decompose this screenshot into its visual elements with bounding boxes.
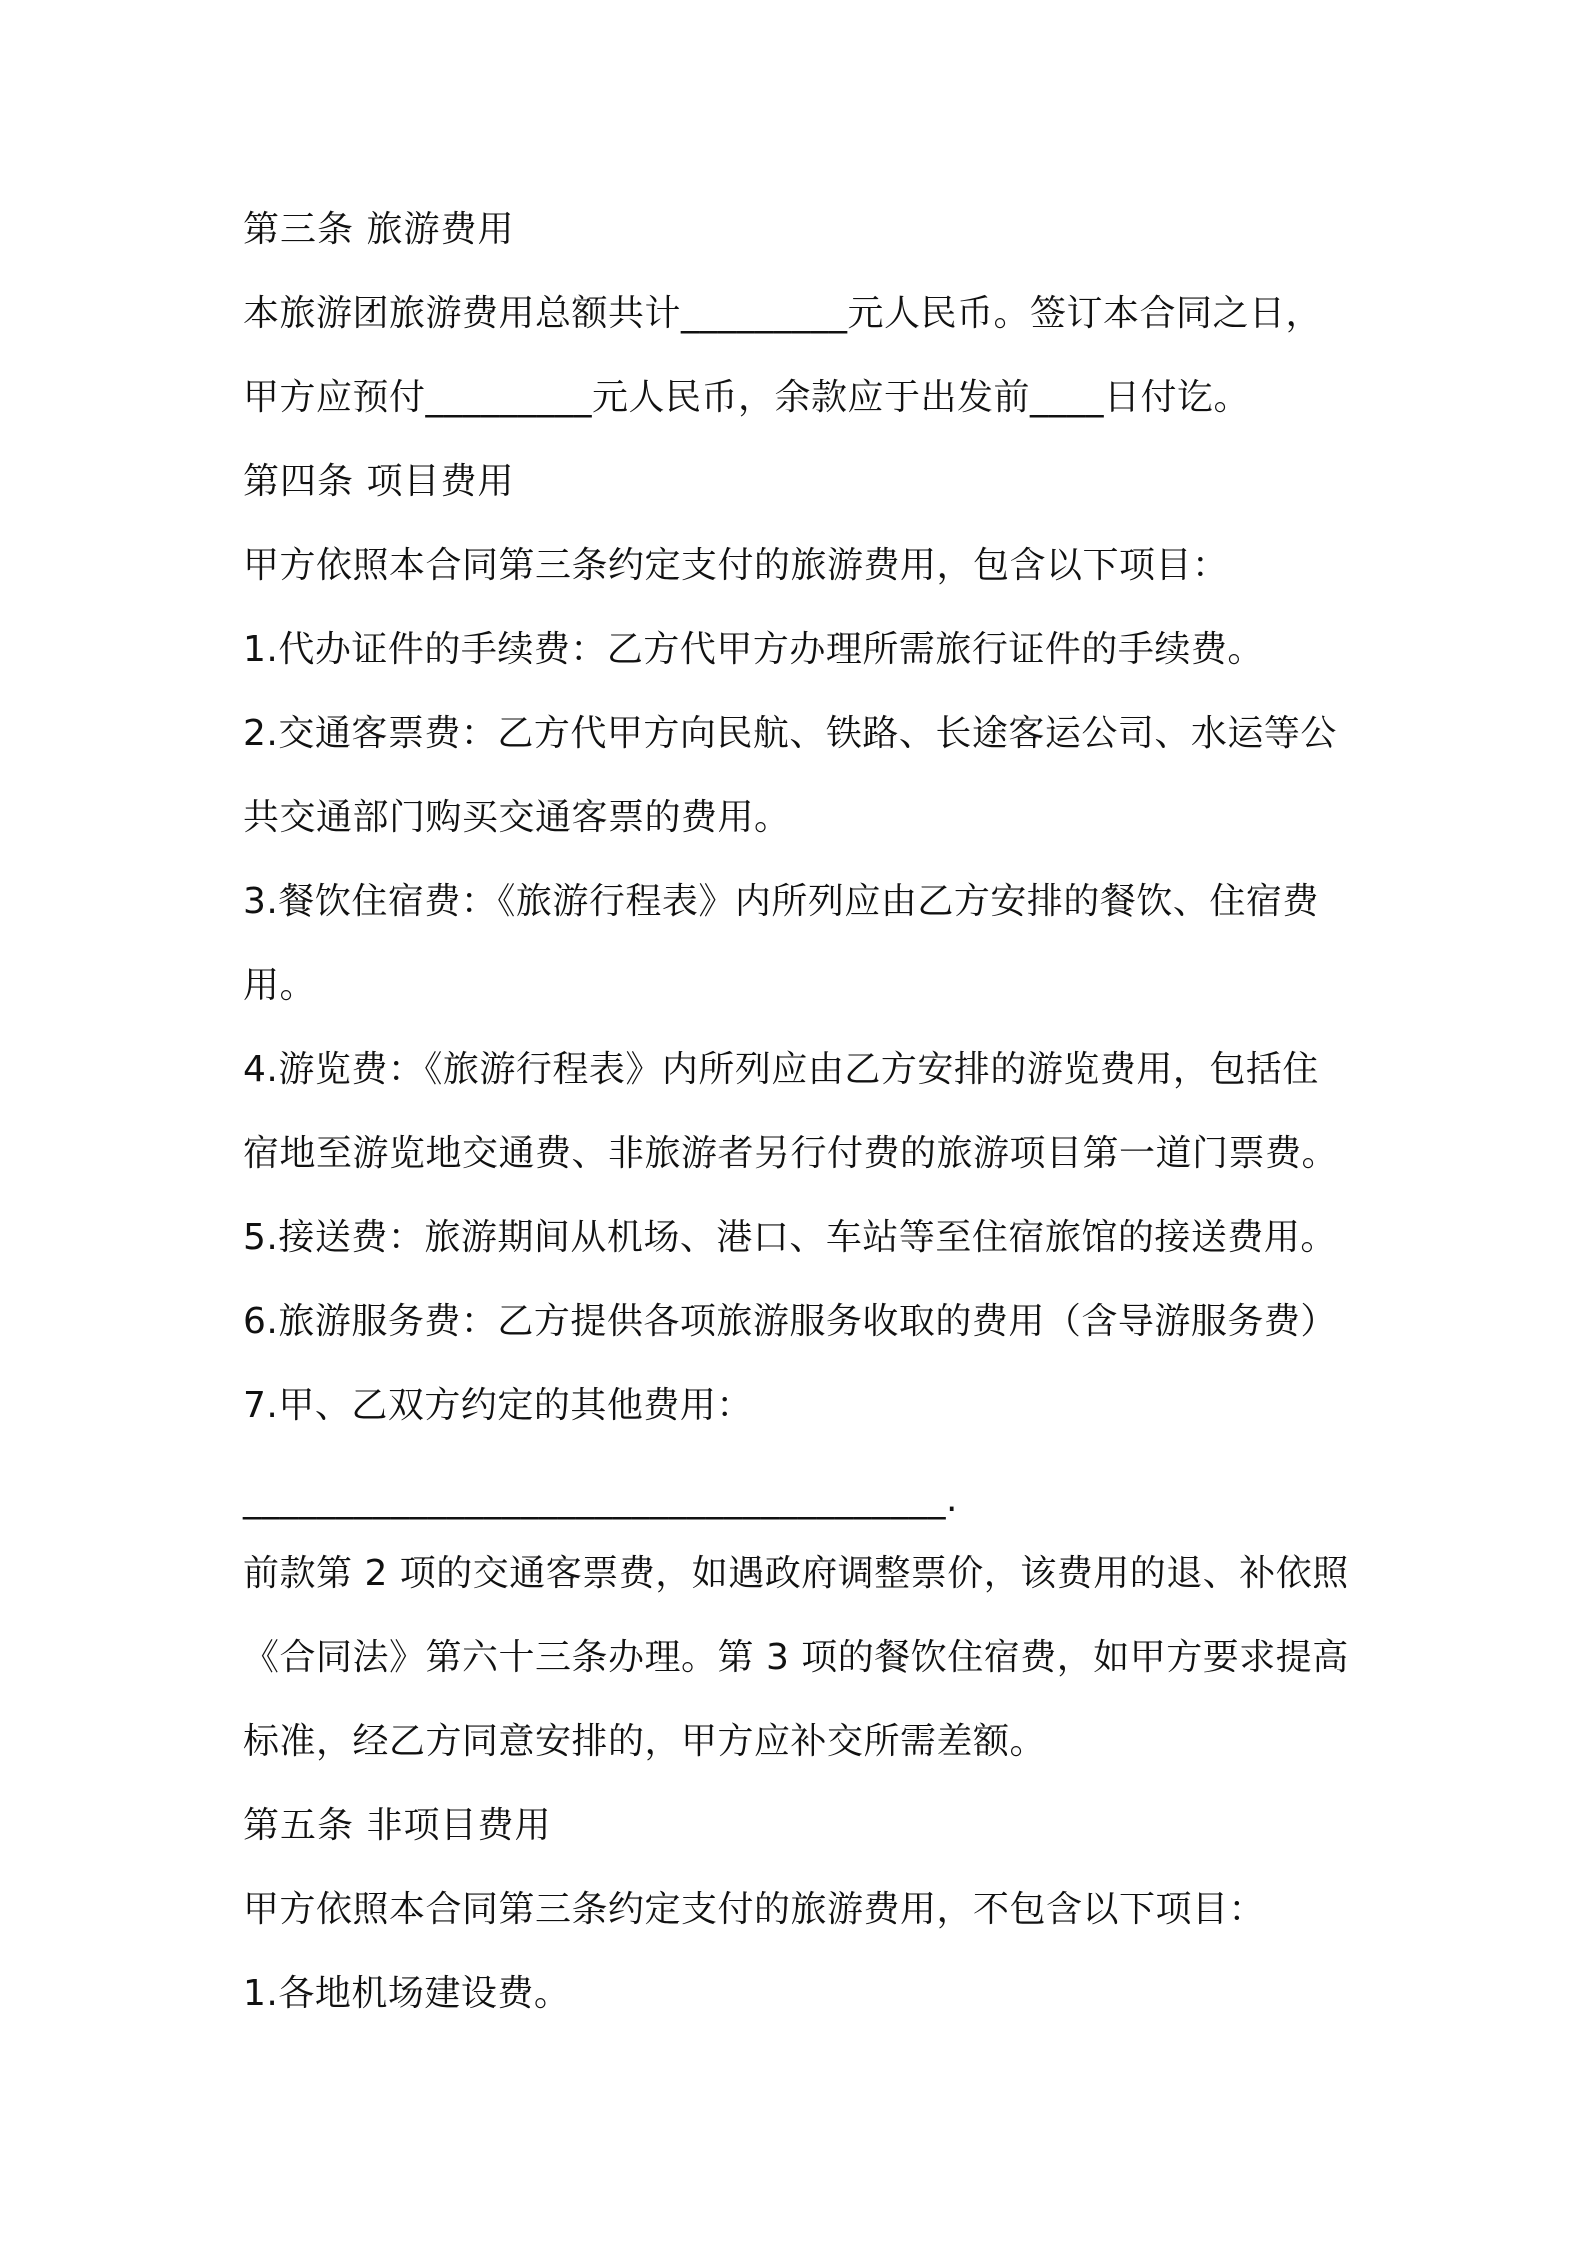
list-item-continuation: 用。 (243, 965, 317, 1006)
list-item: 7.甲、乙双方约定的其他费用： (243, 1385, 753, 1426)
paragraph-line: 甲方依照本合同第三条约定支付的旅游费用，包含以下项目： (243, 545, 1229, 586)
paragraph-line: 甲方应预付_________元人民币，余款应于出发前____日付讫。 (243, 377, 1251, 418)
list-item: 5.接送费：旅游期间从机场、港口、车站等至住宿旅馆的接送费用。 (243, 1217, 1337, 1258)
article-4-heading: 第四条 项目费用 (243, 461, 515, 502)
list-item-continuation: 共交通部门购买交通客票的费用。 (243, 797, 791, 838)
paragraph-line: 本旅游团旅游费用总额共计_________元人民币。签订本合同之日， (243, 293, 1323, 334)
list-item: 1.代办证件的手续费：乙方代甲方办理所需旅行证件的手续费。 (243, 629, 1264, 670)
list-item: 2.交通客票费：乙方代甲方向民航、铁路、长途客运公司、水运等公 (243, 713, 1337, 754)
paragraph-line: 前款第 2 项的交通客票费，如遇政府调整票价，该费用的退、补依照 (243, 1553, 1349, 1594)
blank-fill-line: ______________________________________. (243, 1479, 958, 1520)
article-5-heading: 第五条 非项目费用 (243, 1805, 552, 1846)
list-item-continuation: 宿地至游览地交通费、非旅游者另行付费的旅游项目第一道门票费。 (243, 1133, 1339, 1174)
article-3-heading: 第三条 旅游费用 (243, 209, 515, 250)
list-item: 3.餐饮住宿费：《旅游行程表》内所列应由乙方安排的餐饮、住宿费 (243, 881, 1319, 922)
list-item: 6.旅游服务费：乙方提供各项旅游服务收取的费用（含导游服务费） (243, 1301, 1337, 1342)
list-item: 1.各地机场建设费。 (243, 1973, 571, 2014)
list-item: 4.游览费：《旅游行程表》内所列应由乙方安排的游览费用，包括住 (243, 1049, 1319, 1090)
paragraph-line: 标准，经乙方同意安排的，甲方应补交所需差额。 (243, 1721, 1047, 1762)
paragraph-line: 《合同法》第六十三条办理。第 3 项的餐饮住宿费，如甲方要求提高 (243, 1637, 1349, 1678)
paragraph-line: 甲方依照本合同第三条约定支付的旅游费用，不包含以下项目： (243, 1889, 1266, 1930)
